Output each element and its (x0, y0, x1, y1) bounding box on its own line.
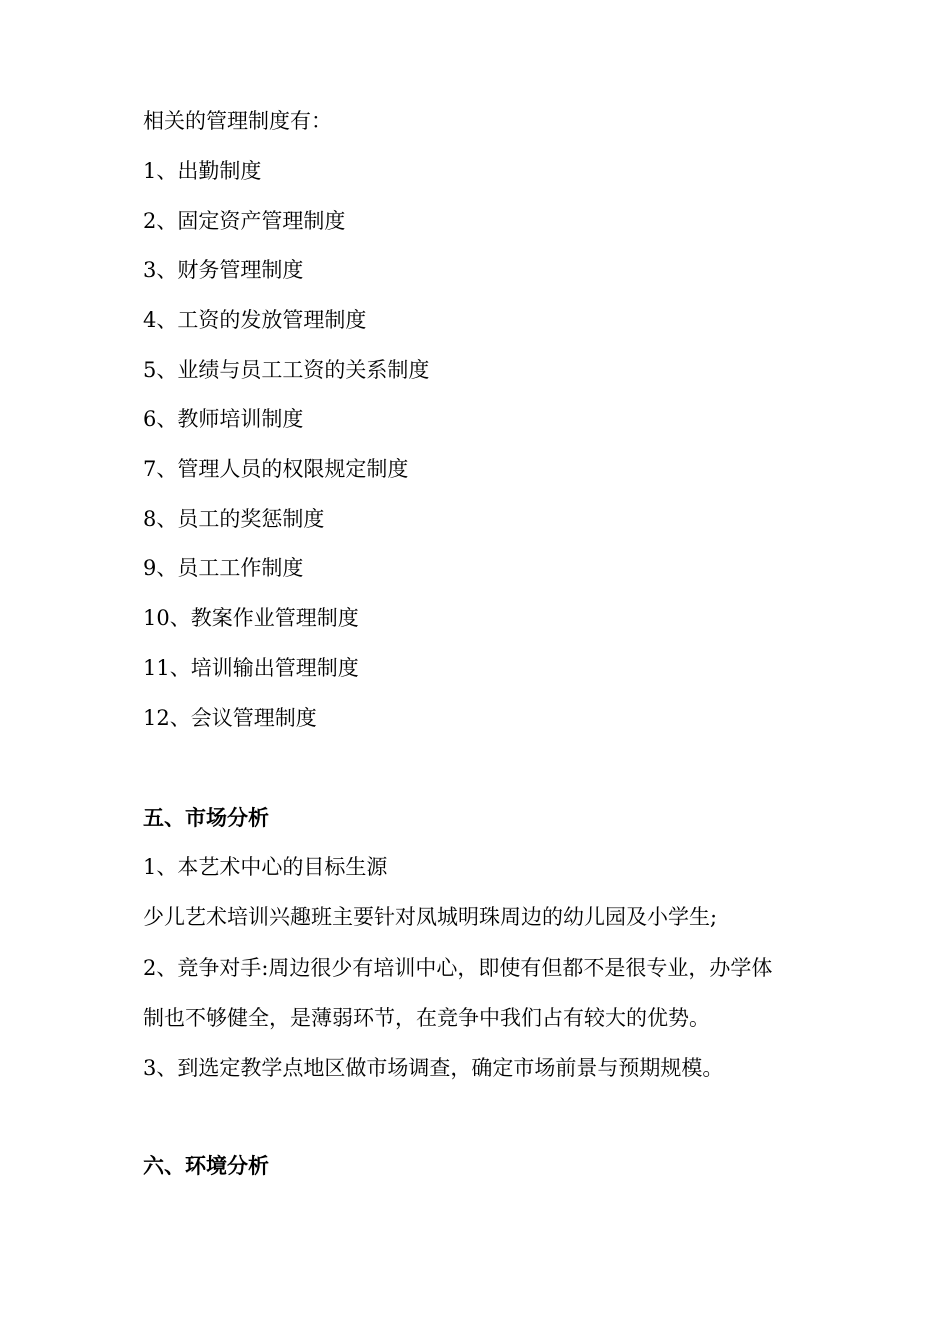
system-item-4: 4、工资的发放管理制度 (143, 308, 367, 332)
market-analysis-heading: 五、市场分析 (143, 805, 269, 830)
system-item-3: 3、财务管理制度 (143, 258, 304, 282)
market-point-2-line-1: 2、竞争对手:周边很少有培训中心，即使有但都不是很专业，办学体 (143, 956, 773, 980)
system-item-8: 8、员工的奖惩制度 (143, 507, 325, 531)
system-item-1: 1、出勤制度 (143, 159, 262, 183)
system-item-9: 9、员工工作制度 (143, 556, 304, 580)
system-item-5: 5、业绩与员工工资的关系制度 (143, 358, 430, 382)
market-point-1-detail: 少儿艺术培训兴趣班主要针对凤城明珠周边的幼儿园及小学生; (143, 905, 718, 929)
market-point-1: 1、本艺术中心的目标生源 (143, 855, 388, 879)
market-point-3: 3、到选定教学点地区做市场调查，确定市场前景与预期规模。 (143, 1056, 724, 1080)
system-item-11: 11、培训输出管理制度 (143, 656, 359, 680)
intro-text: 相关的管理制度有： (143, 109, 332, 133)
system-item-2: 2、固定资产管理制度 (143, 209, 346, 233)
system-item-10: 10、教案作业管理制度 (143, 606, 359, 630)
environment-analysis-heading: 六、环境分析 (143, 1153, 269, 1178)
system-item-7: 7、管理人员的权限规定制度 (143, 457, 409, 481)
system-item-12: 12、会议管理制度 (143, 706, 317, 730)
system-item-6: 6、教师培训制度 (143, 407, 304, 431)
market-point-2-line-2: 制也不够健全，是薄弱环节，在竞争中我们占有较大的优势。 (143, 1006, 710, 1030)
